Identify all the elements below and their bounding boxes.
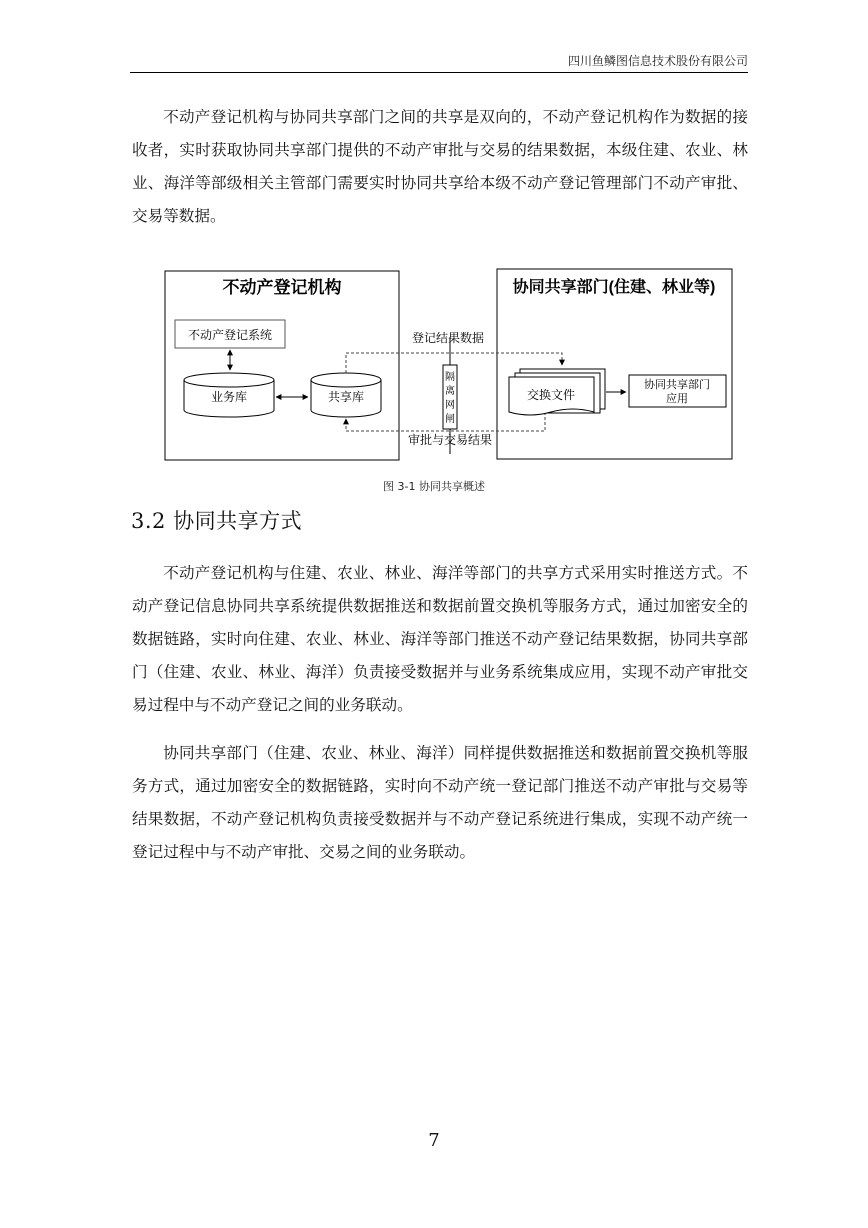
section-heading: 3.2 协同共享方式 — [131, 509, 303, 533]
shared-db-label: 共享库 — [327, 390, 365, 404]
gateway-char-3: 网 — [445, 400, 455, 411]
gateway-char-1: 隔 — [445, 372, 455, 383]
registration-agency-title: 不动产登记机构 — [222, 278, 342, 297]
page-header — [130, 48, 748, 73]
page-number: 7 — [428, 1130, 440, 1151]
registration-agency-box — [165, 271, 399, 460]
gateway-char-2: 离 — [445, 386, 455, 397]
figure-caption: 图 3-1 协同共享概述 — [383, 480, 485, 493]
paragraph-intro: 不动产登记机构与协同共享部门之间的共享是双向的，不动产登记机构作为数据的接收者，实时获取协同共享部门提供的不动产审批与交易的结果数据，本级住建、农业、林业、海洋等部级相关主管部门需要实时协同共享给本级不动产登记管理部门不动产审批、交易等数据。 — [132, 108, 748, 225]
paragraph-push-mode: 不动产登记机构与住建、农业、林业、海洋等部门的共享方式采用实时推送方式。不动产登记信息协同共享系统提供数据推送和数据前置交换机等服务方式，通过加密安全的数据链路，实时向住建、农业、林业、海洋等部门推送不动产登记结果数据，协同共享部门（住建、农业、林业、海洋）负责接受数据并与业务系统集成应用，实现不动产审批交易过程中与不动产登记之间的业务联动。 — [132, 564, 748, 714]
gateway-char-4: 闸 — [445, 414, 455, 425]
approval-result-label: 审批与交易结果 — [407, 433, 493, 447]
registration-system-label: 不动产登记系统 — [187, 328, 273, 342]
exchange-file-label: 交换文件 — [526, 388, 576, 402]
paragraph-reverse-push: 协同共享部门（住建、农业、林业、海洋）同样提供数据推送和数据前置交换机等服务方式，通过加密安全的数据链路，实时向不动产统一登记部门推送不动产审批与交易等结果数据，不动产登记机构负责接受数据并与不动产登记系统进行集成，实现不动产统一登记过程中与不动产审批、交易之间的业务联动。 — [132, 744, 748, 861]
result-data-label: 登记结果数据 — [411, 331, 485, 345]
sharing-diagram — [160, 262, 740, 470]
dept-app-line1: 协同共享部门 — [644, 379, 710, 391]
business-db-label: 业务库 — [210, 390, 248, 404]
company-name: 四川鱼鳞图信息技术股份有限公司 — [567, 54, 748, 68]
collaborating-dept-title: 协同共享部门(住建、林业等) — [512, 279, 716, 296]
dept-app-line2: 应用 — [666, 393, 688, 405]
